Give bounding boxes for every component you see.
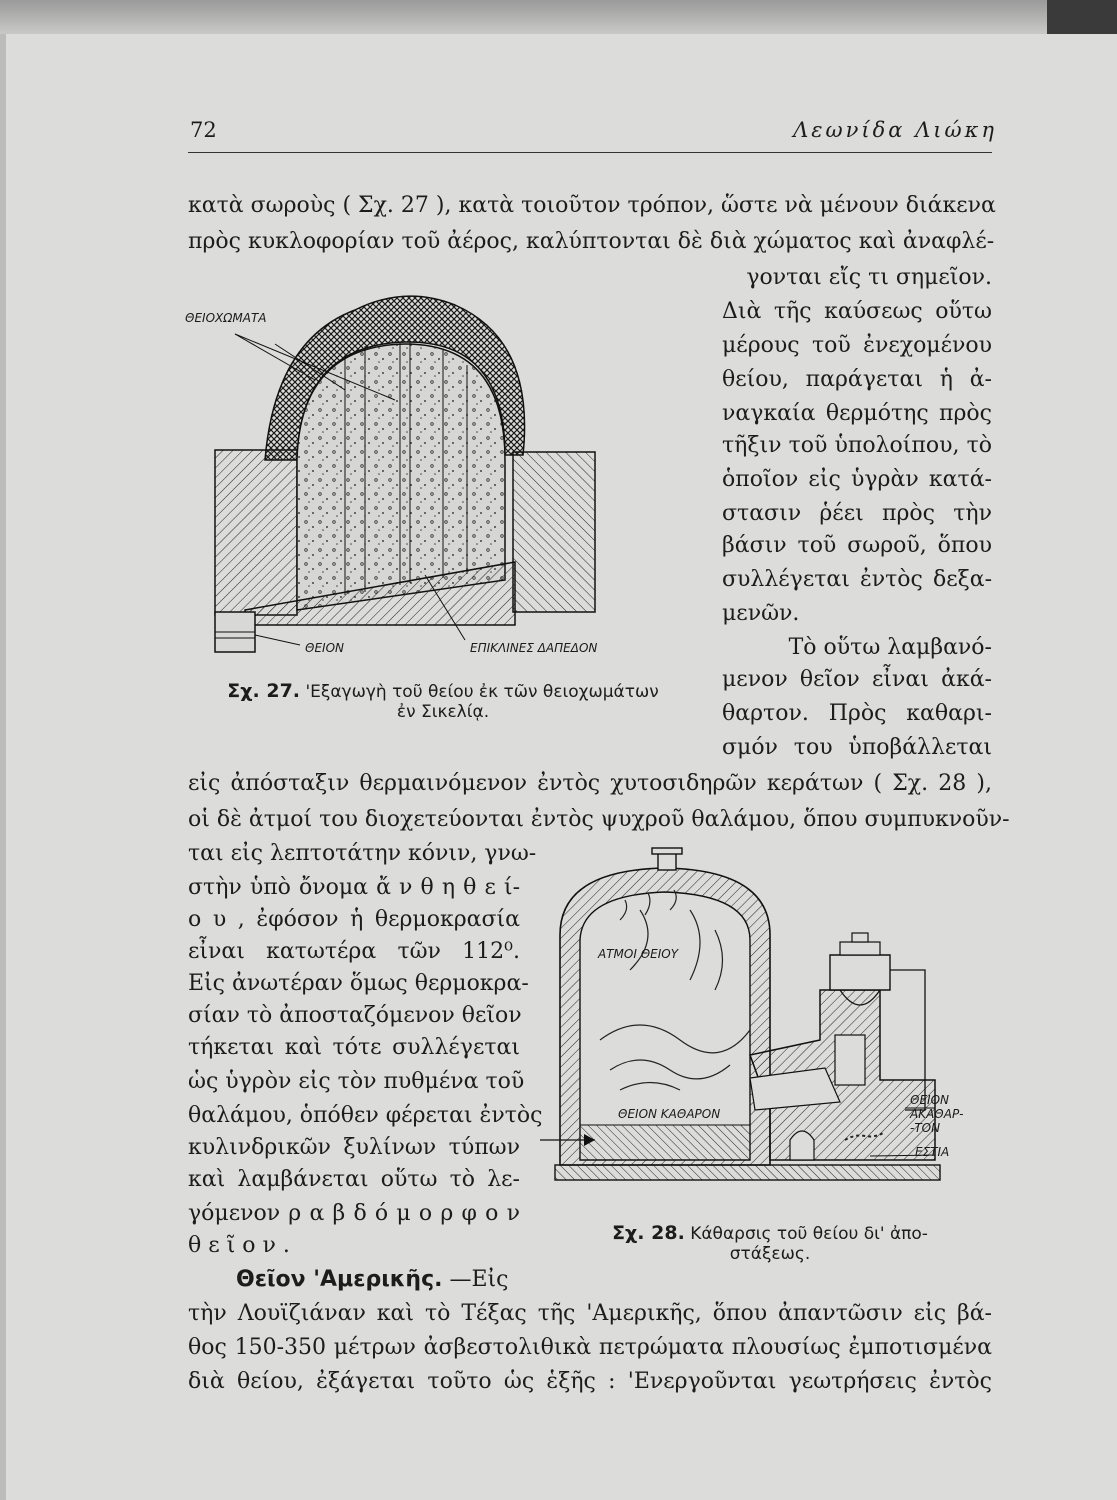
text-line: τὴν Λουϊζιάναν καὶ τὸ Τέξας τῆς 'Αμερικῆς, ὅπου ἀπαντῶσιν εἰς βά- [188, 1301, 992, 1326]
text-line: ται εἰς λεπτοτάτην κόνιν, γνω- [188, 841, 537, 866]
text-line: σίαν τὸ ἀποσταζόμενον θεῖον [188, 1003, 522, 1028]
text-line: εἶναι κατωτέρα τῶν 112⁰. [188, 939, 520, 964]
section-subhead-continuation: —Εἰς [449, 1267, 509, 1292]
label-sulfur-vapors: ΑΤΜΟΙ ΘΕΙΟΥ [598, 947, 679, 961]
text-line: θαρτον. Πρὸς καθαρι- [722, 701, 992, 726]
text-line: Διὰ τῆς καύσεως οὕτω [722, 299, 992, 324]
figure-27-drawing [185, 280, 705, 660]
text-line: συλλέγεται ἐντὸς δεξα- [722, 567, 992, 592]
text-line: τήκεται καὶ τότε συλλέγεται [188, 1035, 520, 1060]
section-subhead: Θεῖον 'Αμερικῆς. [236, 1267, 443, 1292]
figure-28-drawing [540, 840, 985, 1210]
text-line: κατὰ σωροὺς ( Σχ. 27 ), κατὰ τοιοῦτον τρόπον, ὥστε νὰ μένουν διάκενα [188, 193, 996, 218]
text-line: θείου, παράγεται ἡ ἀ- [722, 367, 992, 392]
text-line: Εἰς ἀνωτέραν ὅμως θερμοκρα- [188, 971, 529, 996]
text-line: ο υ , ἐφόσον ἡ θερμοκρασία [188, 907, 520, 932]
text-line: μενον θεῖον εἶναι ἀκά- [722, 667, 992, 692]
label-thion: ΘΕΙΟΝ [305, 641, 344, 655]
label-impure-sulfur-3: -ΤΟΝ [910, 1121, 941, 1135]
label-thiochomata: ΘΕΙΟΧΩΜΑΤΑ [185, 311, 267, 325]
text-line: θος 150-350 μέτρων ἀσβεστολιθικὰ πετρώματα πλουσίως ἐμποτισμένα [188, 1335, 992, 1360]
text-line: καὶ λαμβάνεται οὕτω τὸ λε- [188, 1167, 520, 1192]
text-line: θ ε ῖ ο ν . [188, 1233, 290, 1258]
text-line: στασιν ῥέει πρὸς τὴν [722, 501, 992, 526]
text-line: Τὸ οὕτω λαμβανό- [788, 635, 992, 660]
figure-28-caption-line1: Κάθαρσις τοῦ θείου δι' ἀπο- [690, 1224, 928, 1244]
text-line: κυλινδρικῶν ξυλίνων τύπων [188, 1135, 520, 1160]
figure-27-number: Σχ. 27. [227, 680, 301, 702]
page-number: 72 [190, 118, 217, 142]
figure-27-caption [188, 680, 698, 722]
figure-28-caption [560, 1222, 980, 1264]
figure-27-caption-line2: ἐν Σικελίᾳ. [396, 702, 490, 722]
text-line: βάσιν τοῦ σωροῦ, ὅπου [722, 533, 992, 558]
label-impure-sulfur-2: ΑΚΑΘΑΡ- [910, 1107, 964, 1121]
text-line: μέρους τοῦ ἐνεχομένου [722, 333, 992, 358]
scan-edge-mark [1047, 0, 1117, 34]
text-line: σμόν του ὑποβάλλεται [722, 735, 992, 760]
figure-27-caption-line1: 'Εξαγωγὴ τοῦ θείου ἐκ τῶν θειοχωμάτων [305, 682, 659, 702]
figure-28-number: Σχ. 28. [612, 1222, 685, 1244]
figure-28-caption-line2: στάξεως. [729, 1244, 811, 1264]
text-line: ναγκαία θερμότης πρὸς [722, 401, 992, 426]
text-line: μενῶν. [722, 601, 800, 626]
text-line: διὰ θείου, ἐξάγεται τοῦτο ὡς ἑξῆς : 'Ενεργοῦνται γεωτρήσεις ἐντὸς [188, 1369, 992, 1394]
label-hearth: ΕΣΤΙΑ [915, 1145, 950, 1159]
text-line: οἱ δὲ ἀτμοί του διοχετεύονται ἐντὸς ψυχροῦ θαλάμου, ὅπου συμπυκνοῦν- [188, 807, 1010, 832]
section-line [236, 1266, 509, 1294]
scan-top-shadow [0, 0, 1117, 34]
text-line: εἰς ἀπόσταξιν θερμαινόμενον ἐντὸς χυτοσιδηρῶν κεράτων ( Σχ. 28 ), [188, 771, 992, 796]
text-line: στὴν ὑπὸ ὄνομα ἄ ν θ η θ ε ί- [188, 875, 520, 900]
label-pure-sulfur: ΘΕΙΟΝ ΚΑΘΑΡΟΝ [618, 1107, 721, 1121]
text-line: ὡς ὑγρὸν εἰς τὸν πυθμένα τοῦ [188, 1069, 525, 1094]
scan-side-edge [0, 34, 6, 1500]
text-line: τῆξιν τοῦ ὑπολοίπου, τὸ [722, 433, 992, 458]
running-head: Λεωνίδα Λιώκη [793, 118, 997, 142]
text-line: πρὸς κυκλοφορίαν τοῦ ἀέρος, καλύπτονται δὲ διὰ χώματος καὶ ἀναφλέ- [188, 229, 995, 254]
text-line: ὁποῖον εἰς ὑγρὰν κατά- [722, 467, 992, 492]
text-line: θαλάμου, ὁπόθεν φέρεται ἐντὸς [188, 1103, 543, 1128]
text-line: γόμενον ρ α β δ ό μ ο ρ φ ο ν [188, 1201, 520, 1226]
header-rule [188, 152, 992, 153]
label-impure-sulfur-1: ΘΕΙΟΝ [910, 1093, 949, 1107]
label-sloped-floor: ΕΠΙΚΛΙΝΕΣ ΔΑΠΕΔΟΝ [470, 641, 598, 655]
text-line: γονται εἴς τι σημεῖον. [746, 265, 992, 290]
